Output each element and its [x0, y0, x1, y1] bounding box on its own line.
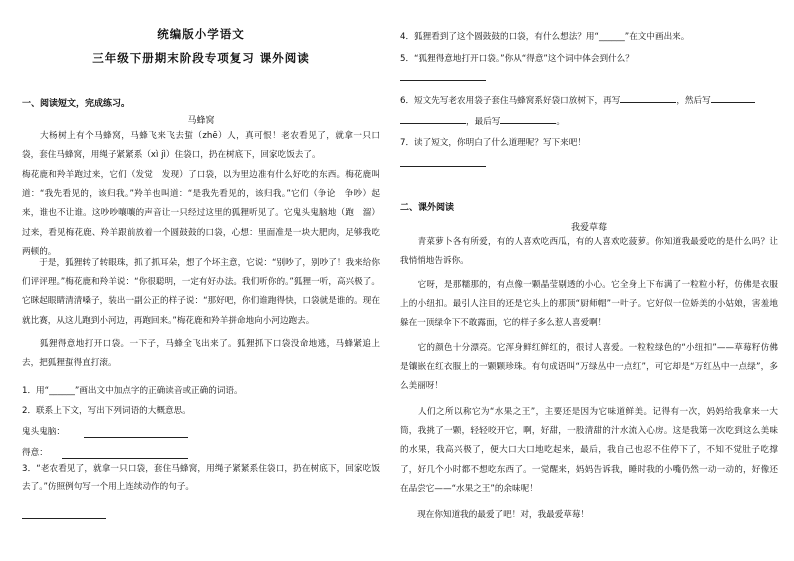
section1-heading: 一、阅读短文，完成练习。 [22, 99, 131, 109]
answer-line-q2-1[interactable] [84, 437, 188, 438]
story2-paragraph-1: 青菜萝卜各有所爱，有的人喜欢吃西瓜，有的人喜欢吃菠萝。你知道我最爱吃的是什么吗？让我悄悄地告诉你。 [400, 237, 778, 267]
story1-title: 马蜂窝 [187, 116, 215, 126]
question-1: 1．用“______”画出文中加点字的正确读音或正确的词语。 [22, 386, 243, 396]
answer-blank-q6-1[interactable] [620, 102, 676, 103]
question-2: 2．联系上下文，写出下列词语的大概意思。 [22, 406, 191, 416]
story1-paragraph-2: 梅花鹿和羚羊跑过来，它们（发觉 发现）了口袋，以为里边准有什么好吃的东西。梅花鹿叫道：“我先看见的，该归我。”羚羊也叫道：“是我先看见的，该归我。”它们（争论 争吵）起来，谁也不让谁。这吵吵嚷嚷的声音让一只经过这里的狐狸听见了。它鬼头鬼脑地（跑 溜）过来，看见梅花鹿、羚羊跟前放着一个圆鼓鼓的口袋，心想：里面准是一块大肥肉，足够我吃两顿的。 [22, 170, 380, 257]
answer-line-q5[interactable] [400, 80, 486, 81]
question-6-end: 。 [556, 117, 565, 127]
answer-line-q2-2[interactable] [62, 458, 188, 459]
question-7: 7．读了短文，你明白了什么道理呢？写下来吧！ [400, 138, 586, 148]
title-line-1: 统编版小学语文 [157, 27, 245, 41]
story2-paragraph-5: 现在你知道我的最爱了吧！对，我最爱草莓！ [400, 510, 590, 520]
question-6-text-a: 6．短文先写老农用袋子套住马蜂窝系好袋口放树下，再写 [400, 96, 621, 106]
story2-paragraph-4: 人们之所以称它为“水果之王”，主要还是因为它味道鲜美。记得有一次，妈妈给我拿来一大筒，我挑了一颗，轻轻咬开它，啊，好甜，一股清甜的汁水流入心房。这是我第一次吃到这么美味的水果，我高兴极了，便大口大口地吃起来，最后，我自己也忍不住停下了，不知不觉肚子吃撑了，好几个小时都不想吃东西了。一觉醒来，妈妈告诉我，睡时我的小嘴仍然一动一动的，好像还在品尝它——“水果之王”的余味呢！ [400, 407, 778, 494]
answer-blank-q6-3[interactable] [400, 123, 466, 124]
answer-blank-q6-4[interactable] [500, 123, 556, 124]
title-line-2: 三年级下册期末阶段专项复习 课外阅读 [92, 51, 310, 65]
question-6-text-b: ，然后写 [676, 96, 711, 106]
story1-paragraph-4: 狐狸得意地打开口袋。一下子，马蜂全飞出来了。狐狸抓下口袋没命地逃，马蜂紧追上去，把狐狸蜇得直打滚。 [22, 339, 380, 369]
question-3: 3．“老农看见了，就拿一只口袋，套住马蜂窝，用绳子紧紧系住袋口，扔在树底下，回家吃饭去了。”仿照例句写一个用上连续动作的句子。 [22, 464, 380, 492]
question-6-text-c: ，最后写 [466, 117, 501, 127]
question-4: 4．狐狸看到了这个圆鼓鼓的口袋，有什么想法？用“______”在文中画出来。 [400, 32, 690, 42]
answer-line-q7[interactable] [400, 166, 486, 167]
question-6-part-1 [400, 94, 755, 106]
story2-paragraph-2: 它呀，是那糯那的，有点像一颗晶莹剔透的小心。它全身上下布满了一粒粒小籽，仿佛是衣服上的小纽扣。最引人注目的还是它头上的那顶“厨师帽”一叶子。它好似一位娇美的小姑娘，害羞地躲在一顶绿伞下不敢露面，它的样子多么惹人喜爱啊！ [400, 280, 778, 329]
question-5: 5．“狐狸得意地打开口袋。”你从“得意”这个词中体会到什么？ [400, 54, 634, 64]
story2-title: 我爱草莓 [570, 223, 607, 233]
question-2-word-1: 鬼头鬼脑： [22, 427, 65, 437]
question-2-word-2: 得意： [22, 448, 48, 458]
story2-paragraph-3: 它的颜色十分漂亮。它浑身鲜红鲜红的，很讨人喜爱。一粒粒绿色的“小纽扣”——草莓籽仿佛是镶嵌在红衣服上的一颗颗珍珠。有句成语叫“万绿丛中一点红”，可它却是“万红丛中一点绿”，多么美丽呀！ [400, 343, 778, 392]
answer-line-q3[interactable] [22, 518, 106, 519]
section2-heading: 二、课外阅读 [400, 203, 455, 213]
question-6-part-2 [400, 115, 565, 127]
answer-blank-q6-2[interactable] [711, 102, 755, 103]
story1-paragraph-3: 于是，狐狸转了转眼珠，抓了抓耳朵，想了个坏主意，它说：“别吵了，别吵了！我来给你们评评理。”梅花鹿和羚羊说：“你很聪明，一定有好办法。我们听你的。”狐狸一听，高兴极了。它眯起眼睛清清嗓子，装出一副公正的样子说：“那好吧，你们谁跑得快，口袋就是谁的。现在就比赛，从这儿跑到小河边，再跑回来。”梅花鹿和羚羊拼命地向小河边跑去。 [22, 258, 380, 326]
story1-paragraph-1: 大杨树上有个马蜂窝，马蜂飞来飞去蜇（zhē）人，真可恨！老农看见了，就拿一只口袋，套住马蜂窝，用绳子紧紧系（xì jì）住袋口，扔在树底下，回家吃饭去了。 [22, 131, 380, 161]
